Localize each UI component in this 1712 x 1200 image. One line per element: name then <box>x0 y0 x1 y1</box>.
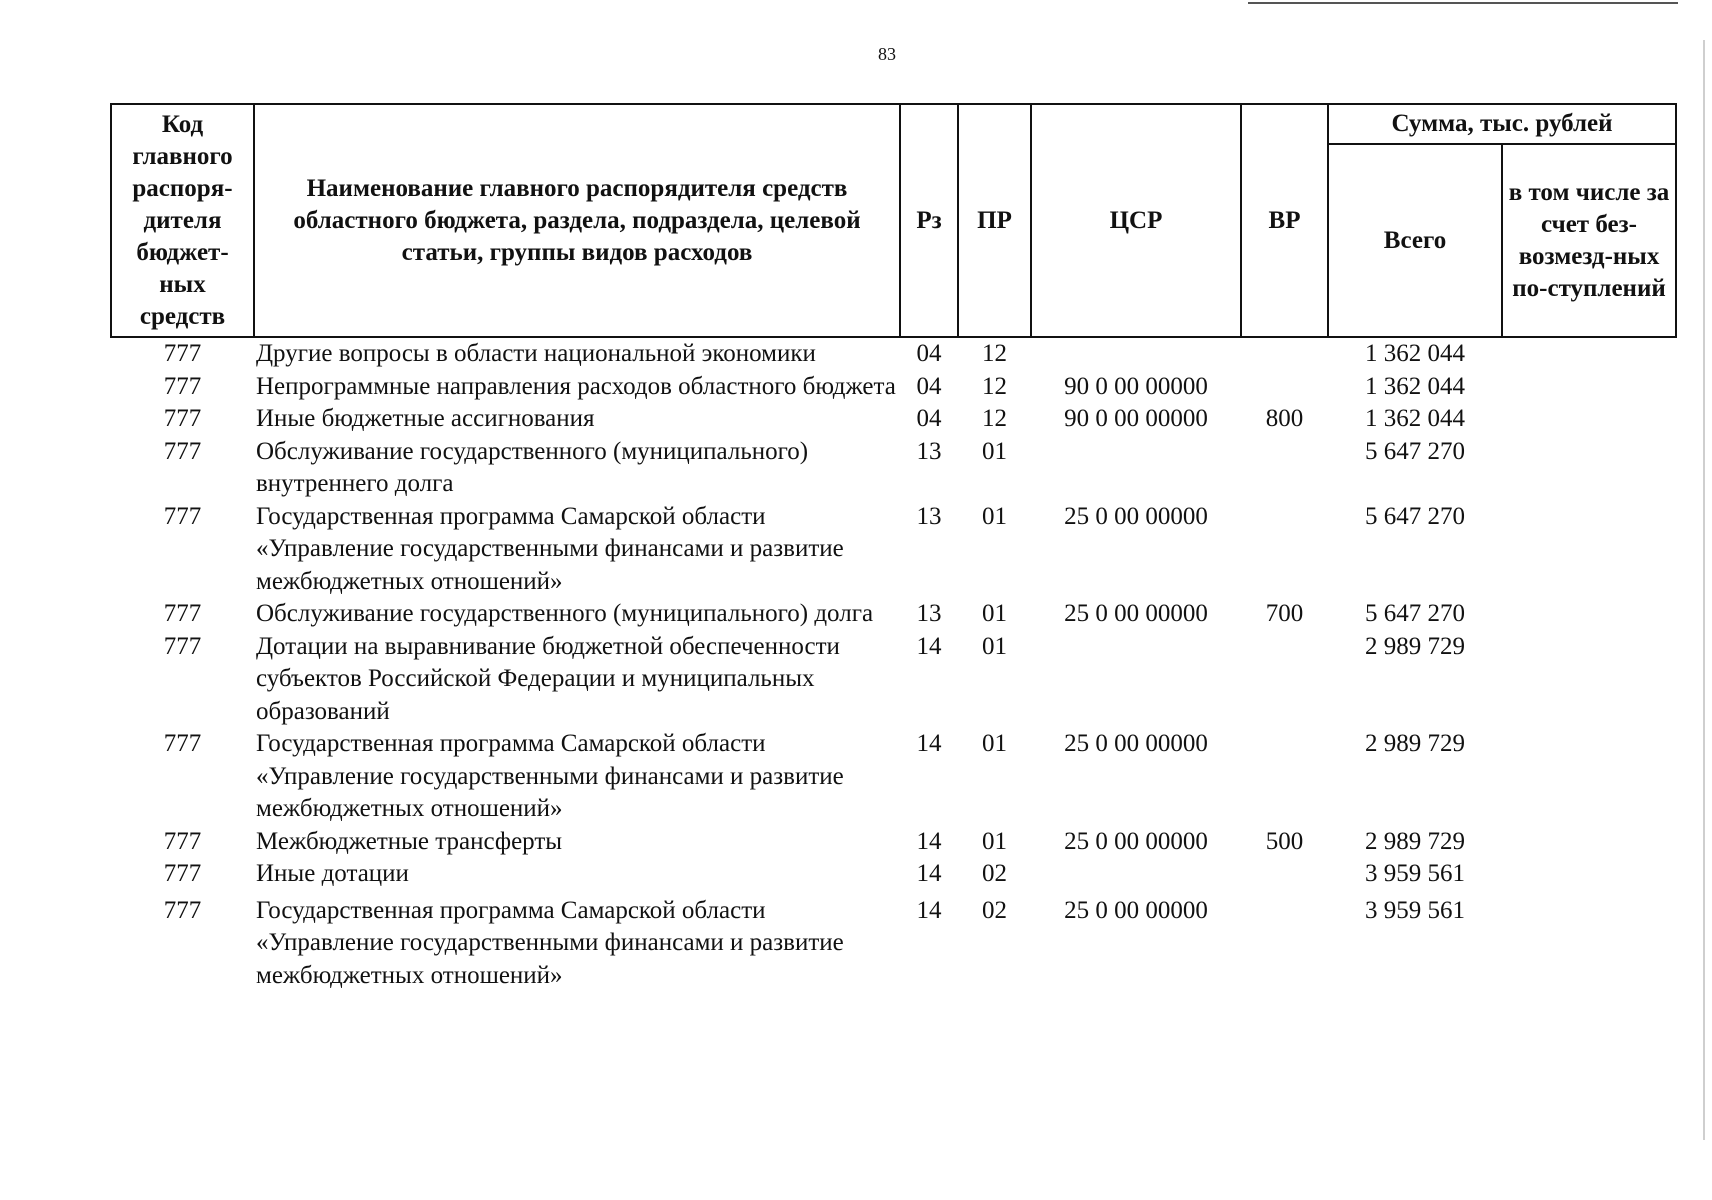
row-vr <box>1241 631 1328 729</box>
row-vr <box>1241 436 1328 501</box>
row-pr: 01 <box>982 437 1007 465</box>
row-vr <box>1241 337 1328 371</box>
table-body <box>111 337 1676 992</box>
row-total: 1 362 044 <box>1365 405 1465 432</box>
table-row <box>111 858 1676 891</box>
row-csr: 25 0 00 00000 <box>1064 896 1208 924</box>
table-row <box>111 501 1676 599</box>
row-csr <box>1031 337 1241 371</box>
row-total: 2 989 729 <box>1365 632 1465 660</box>
row-free <box>1502 403 1676 436</box>
row-csr: 25 0 00 00000 <box>1064 827 1208 855</box>
row-vr <box>1241 371 1328 404</box>
table-row <box>111 403 1676 436</box>
header-pr: ПР <box>958 104 1031 337</box>
row-code: 777 <box>163 372 202 400</box>
row-code: 777 <box>163 896 202 924</box>
row-pr: 12 <box>982 340 1007 367</box>
row-total: 5 647 270 <box>1365 502 1465 530</box>
row-rz: 13 <box>916 437 942 465</box>
row-name: Государственная программа Самарской области «Управление государственными финансами и развитие межбюджетных отношений» <box>256 502 844 595</box>
row-csr: 25 0 00 00000 <box>1064 600 1208 627</box>
row-pr: 12 <box>982 405 1007 432</box>
row-name: Обслуживание государственного (муниципального) внутреннего долга <box>256 437 809 497</box>
row-total: 3 959 561 <box>1365 896 1465 924</box>
row-csr: 25 0 00 00000 <box>1064 502 1208 530</box>
row-csr <box>1031 858 1241 891</box>
row-name: Государственная программа Самарской области «Управление государственными финансами и развитие межбюджетных отношений» <box>256 896 844 989</box>
row-total: 1 362 044 <box>1365 372 1465 400</box>
header-name: Наименование главного распорядителя средств областного бюджета, раздела, подраздела, целевой статьи, группы видов расходов <box>254 104 900 337</box>
header-rz: Рз <box>900 104 958 337</box>
row-pr: 02 <box>982 860 1007 887</box>
row-total: 2 989 729 <box>1365 827 1465 855</box>
row-name: Иные дотации <box>256 860 409 887</box>
row-vr: 500 <box>1265 827 1304 855</box>
row-csr: 90 0 00 00000 <box>1064 405 1208 432</box>
row-name: Межбюджетные трансферты <box>256 827 563 855</box>
row-code: 777 <box>163 340 202 367</box>
row-rz: 04 <box>916 372 942 400</box>
row-csr: 25 0 00 00000 <box>1064 730 1208 757</box>
row-free <box>1502 826 1676 859</box>
row-vr: 700 <box>1265 600 1304 627</box>
row-vr <box>1241 728 1328 826</box>
scan-artifact-edge <box>1703 40 1705 1140</box>
header-csr: ЦСР <box>1031 104 1241 337</box>
row-rz: 13 <box>916 502 942 530</box>
row-rz: 14 <box>916 827 942 855</box>
row-code: 777 <box>163 600 202 627</box>
row-code: 777 <box>163 827 202 855</box>
row-pr: 02 <box>982 896 1007 924</box>
row-free <box>1502 337 1676 371</box>
row-pr: 01 <box>982 600 1007 627</box>
row-code: 777 <box>163 632 202 660</box>
budget-table <box>110 103 1677 992</box>
header-free: в том числе за счет без-возмезд-ных по-ступлений <box>1502 144 1676 337</box>
row-vr: 800 <box>1265 405 1304 432</box>
row-total: 2 989 729 <box>1365 730 1465 757</box>
row-free <box>1502 728 1676 826</box>
row-rz: 04 <box>916 405 942 432</box>
row-free <box>1502 598 1676 631</box>
table-header <box>111 104 1676 337</box>
row-rz: 14 <box>916 632 942 660</box>
scan-artifact-line <box>1248 2 1678 4</box>
row-csr <box>1031 631 1241 729</box>
row-pr: 01 <box>982 502 1007 530</box>
row-rz: 14 <box>916 896 942 924</box>
header-code: Код главного распоря-дителя бюджет-ных средств <box>111 104 254 337</box>
row-vr <box>1241 858 1328 891</box>
table-row <box>111 826 1676 859</box>
header-sum: Сумма, тыс. рублей <box>1328 104 1676 144</box>
row-free <box>1502 631 1676 729</box>
row-pr: 01 <box>982 730 1007 757</box>
row-total: 3 959 561 <box>1365 860 1465 887</box>
budget-table-container <box>110 103 1675 992</box>
row-name: Другие вопросы в области национальной экономики <box>256 340 816 367</box>
row-vr <box>1241 891 1328 993</box>
row-rz: 14 <box>916 860 942 887</box>
row-free <box>1502 436 1676 501</box>
row-pr: 01 <box>982 827 1007 855</box>
row-rz: 13 <box>916 600 942 627</box>
row-name: Иные бюджетные ассигнования <box>256 405 595 432</box>
row-code: 777 <box>163 860 202 887</box>
table-row <box>111 728 1676 826</box>
row-total: 1 362 044 <box>1365 340 1465 367</box>
table-row <box>111 337 1676 371</box>
row-code: 777 <box>163 437 202 465</box>
row-vr <box>1241 501 1328 599</box>
row-total: 5 647 270 <box>1365 437 1465 465</box>
row-name: Обслуживание государственного (муниципального) долга <box>256 600 874 627</box>
row-code: 777 <box>163 405 202 432</box>
row-name: Дотации на выравнивание бюджетной обеспеченности субъектов Российской Федерации и муниципальных образований <box>256 632 840 725</box>
row-total: 5 647 270 <box>1365 600 1465 627</box>
row-rz: 14 <box>916 730 942 757</box>
row-code: 777 <box>163 502 202 530</box>
row-pr: 01 <box>982 632 1007 660</box>
row-csr: 90 0 00 00000 <box>1064 372 1208 400</box>
row-free <box>1502 371 1676 404</box>
header-vr: ВР <box>1241 104 1328 337</box>
row-free <box>1502 501 1676 599</box>
row-name: Государственная программа Самарской области «Управление государственными финансами и развитие межбюджетных отношений» <box>256 730 844 822</box>
row-free <box>1502 891 1676 993</box>
row-code: 777 <box>163 730 202 757</box>
table-row <box>111 598 1676 631</box>
page-number: 83 <box>878 44 896 64</box>
row-pr: 12 <box>982 372 1007 400</box>
header-total: Всего <box>1328 144 1502 337</box>
table-row <box>111 371 1676 404</box>
row-rz: 04 <box>916 340 942 367</box>
row-csr <box>1031 436 1241 501</box>
table-row <box>111 891 1676 993</box>
table-row <box>111 436 1676 501</box>
table-row <box>111 631 1676 729</box>
row-name: Непрограммные направления расходов областного бюджета <box>256 372 896 400</box>
row-free <box>1502 858 1676 891</box>
